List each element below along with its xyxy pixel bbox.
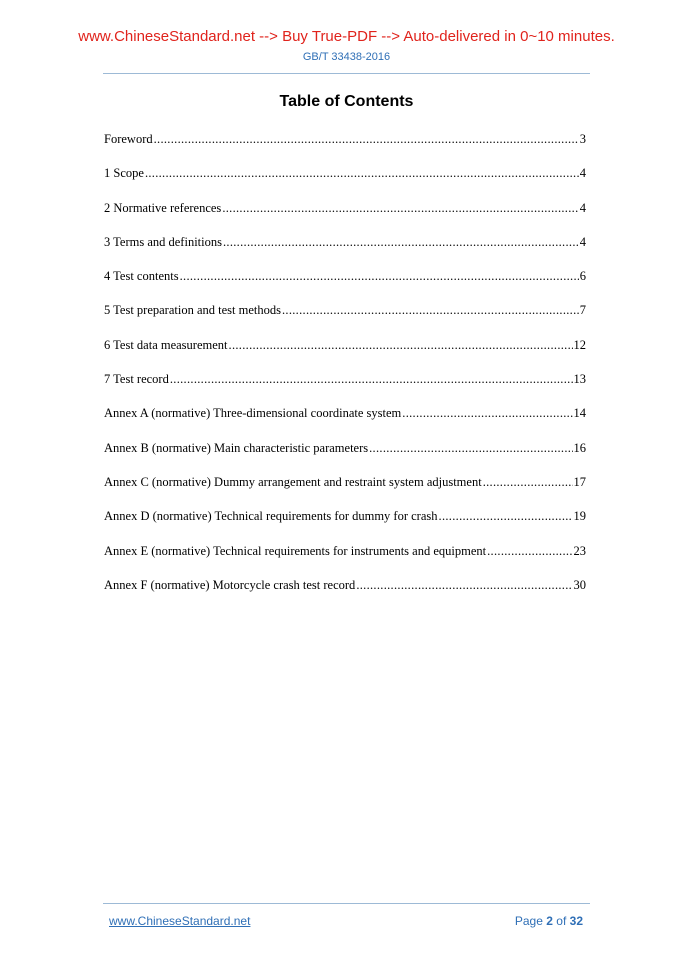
toc-entry-annex-c[interactable] [104, 475, 586, 509]
toc-entry-page: 19 [573, 509, 586, 524]
toc-entry-annex-f[interactable] [104, 578, 586, 612]
toc-entry-foreword[interactable] [104, 132, 586, 166]
toc-entry-terms-definitions[interactable] [104, 235, 586, 269]
dot-leader [170, 372, 573, 387]
dot-leader [180, 269, 579, 284]
toc-entry-test-data-measurement[interactable] [104, 338, 586, 372]
standard-code: GB/T 33438-2016 [302, 51, 391, 63]
table-of-contents [104, 132, 586, 612]
toc-title: Table of Contents [279, 93, 414, 110]
toc-entry-label: 6 Test data measurement [104, 337, 228, 352]
toc-entry-test-preparation[interactable] [104, 303, 586, 337]
toc-entry-annex-e[interactable] [104, 544, 586, 578]
page-of-label: of [556, 914, 567, 928]
footer-divider [103, 903, 590, 904]
toc-entry-page: 3 [579, 132, 586, 146]
header-banner: www.ChineseStandard.net --> Buy True-PDF --> Auto-delivered in 0~10 minutes. [78, 28, 615, 45]
page-prefix: Page [514, 914, 543, 928]
toc-entry-scope[interactable] [104, 166, 586, 200]
toc-entry-page: 30 [573, 577, 586, 592]
toc-entry-label: 7 Test record [104, 372, 169, 387]
dot-leader [229, 338, 573, 353]
toc-entry-label: Annex E (normative) Technical requirements for instruments and equipment [104, 543, 487, 558]
toc-entry-page: 4 [579, 200, 586, 215]
toc-entry-label: 4 Test contents [104, 269, 179, 284]
dot-leader [483, 475, 573, 490]
toc-entry-label: Annex F (normative) Motorcycle crash test record [104, 577, 356, 592]
toc-entry-page: 7 [579, 303, 586, 318]
toc-entry-page: 23 [573, 543, 586, 558]
dot-leader [487, 544, 572, 559]
toc-entry-page: 14 [573, 406, 586, 421]
toc-entry-test-record[interactable] [104, 372, 586, 406]
dot-leader [282, 303, 579, 318]
dot-leader [222, 201, 578, 216]
toc-entry-normative-references[interactable] [104, 201, 586, 235]
toc-entry-page: 17 [573, 474, 586, 489]
header-divider [103, 73, 590, 74]
current-page-number: 2 [546, 914, 553, 928]
toc-entry-annex-a[interactable] [104, 406, 586, 440]
toc-entry-annex-d[interactable] [104, 509, 586, 543]
toc-entry-page: 12 [573, 337, 586, 352]
total-pages-number: 32 [569, 914, 583, 928]
toc-entry-label: 2 Normative references [104, 200, 222, 215]
toc-entry-label: Annex B (normative) Main characteristic parameters [104, 440, 369, 455]
toc-entry-page: 13 [573, 372, 586, 387]
dot-leader [369, 441, 572, 456]
toc-entry-label: 1 Scope [104, 166, 144, 181]
toc-entry-label: Annex A (normative) Three-dimensional coordinate system [104, 406, 402, 421]
toc-entry-page: 4 [579, 234, 586, 249]
toc-entry-label: Annex C (normative) Dummy arrangement and restraint system adjustment [104, 474, 482, 489]
toc-entry-label: Foreword [104, 132, 153, 146]
footer-site-link[interactable]: www.ChineseStandard.net [109, 914, 251, 928]
toc-entry-label: 5 Test preparation and test methods [104, 303, 281, 318]
dot-leader [439, 509, 573, 524]
page-indicator [515, 914, 583, 928]
dot-leader [145, 166, 579, 181]
toc-entry-label: Annex D (normative) Technical requirements for dummy for crash [104, 509, 438, 524]
toc-entry-page: 4 [579, 166, 586, 181]
dot-leader [223, 235, 579, 250]
toc-entry-label: 3 Terms and definitions [104, 234, 222, 249]
toc-entry-test-contents[interactable] [104, 269, 586, 303]
dot-leader [402, 406, 572, 421]
dot-leader [154, 132, 579, 147]
toc-entry-page: 16 [573, 440, 586, 455]
toc-entry-annex-b[interactable] [104, 441, 586, 475]
dot-leader [356, 578, 572, 593]
toc-entry-page: 6 [579, 269, 586, 284]
